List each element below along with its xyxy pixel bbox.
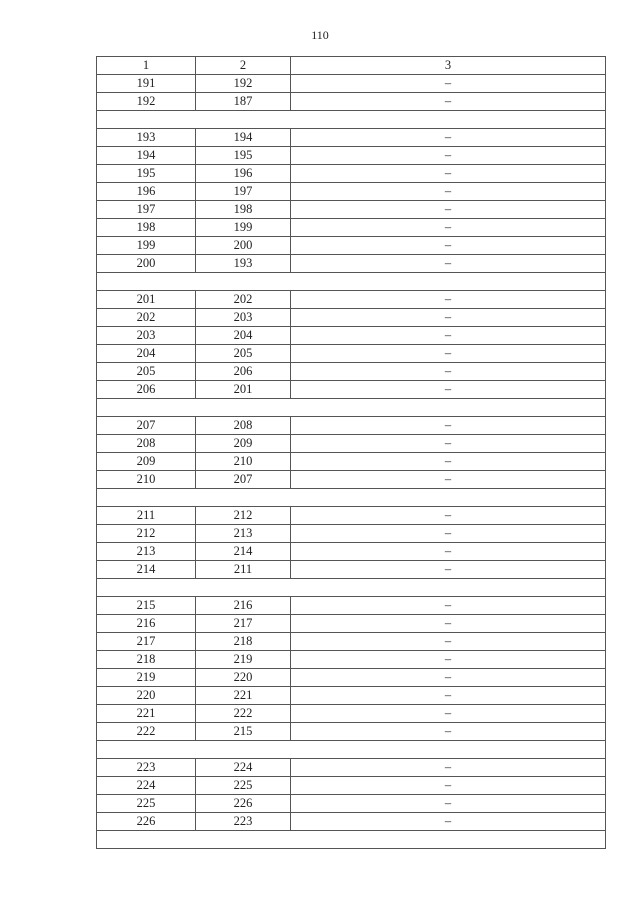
table-cell-c3: – <box>291 453 606 471</box>
table-cell-c3: – <box>291 435 606 453</box>
table-cell-c2: 212 <box>196 507 291 525</box>
table-cell-c1: 223 <box>97 759 196 777</box>
table-gap-row <box>97 831 606 849</box>
table-cell-c1: 204 <box>97 345 196 363</box>
gap-cell <box>97 831 606 849</box>
table-row <box>97 147 606 165</box>
table-gap-row <box>97 111 606 129</box>
table-cell-c2: 199 <box>196 219 291 237</box>
table-row <box>97 543 606 561</box>
table-cell-c3: – <box>291 363 606 381</box>
table-cell-c1: 224 <box>97 777 196 795</box>
table-cell-c1: 194 <box>97 147 196 165</box>
table-cell-c2: 213 <box>196 525 291 543</box>
table-row <box>97 255 606 273</box>
table-cell-c3: – <box>291 417 606 435</box>
gap-cell <box>97 111 606 129</box>
table-cell-c1: 210 <box>97 471 196 489</box>
table-cell-c1: 217 <box>97 633 196 651</box>
table-cell-c1: 202 <box>97 309 196 327</box>
table-cell-c2: 215 <box>196 723 291 741</box>
table-cell-c2: 204 <box>196 327 291 345</box>
table-cell-c1: 207 <box>97 417 196 435</box>
table-cell-c1: 192 <box>97 93 196 111</box>
table-cell-c2: 193 <box>196 255 291 273</box>
table-row <box>97 363 606 381</box>
table-cell-c2: 220 <box>196 669 291 687</box>
table-row <box>97 201 606 219</box>
table-row <box>97 687 606 705</box>
table-cell-c1: 213 <box>97 543 196 561</box>
table-cell-c1: 199 <box>97 237 196 255</box>
table-row <box>97 345 606 363</box>
table-cell-c2: 219 <box>196 651 291 669</box>
table-cell-c3: – <box>291 633 606 651</box>
table-cell-c3: – <box>291 687 606 705</box>
table-row <box>97 795 606 813</box>
table-cell-c1: 196 <box>97 183 196 201</box>
data-table <box>96 56 606 849</box>
column-header-3: 3 <box>291 57 606 75</box>
table-cell-c3: – <box>291 93 606 111</box>
table-cell-c3: – <box>291 75 606 93</box>
gap-cell <box>97 273 606 291</box>
table-cell-c2: 202 <box>196 291 291 309</box>
table-row <box>97 453 606 471</box>
table-cell-c3: – <box>291 201 606 219</box>
table-cell-c3: – <box>291 237 606 255</box>
table-cell-c1: 201 <box>97 291 196 309</box>
table-cell-c2: 210 <box>196 453 291 471</box>
table-cell-c2: 223 <box>196 813 291 831</box>
gap-cell <box>97 579 606 597</box>
table-cell-c1: 195 <box>97 165 196 183</box>
table-row <box>97 93 606 111</box>
table-cell-c3: – <box>291 813 606 831</box>
table-row <box>97 651 606 669</box>
table-row <box>97 669 606 687</box>
gap-cell <box>97 489 606 507</box>
table-cell-c1: 216 <box>97 615 196 633</box>
table-cell-c3: – <box>291 255 606 273</box>
table-gap-row <box>97 273 606 291</box>
table-cell-c2: 216 <box>196 597 291 615</box>
table-cell-c1: 209 <box>97 453 196 471</box>
table-cell-c2: 200 <box>196 237 291 255</box>
table-cell-c3: – <box>291 507 606 525</box>
table-cell-c1: 191 <box>97 75 196 93</box>
table-cell-c3: – <box>291 525 606 543</box>
table-cell-c2: 195 <box>196 147 291 165</box>
table-row <box>97 597 606 615</box>
table-cell-c3: – <box>291 471 606 489</box>
table-header-row <box>97 57 606 75</box>
table-cell-c2: 198 <box>196 201 291 219</box>
table-cell-c3: – <box>291 219 606 237</box>
table-row <box>97 381 606 399</box>
table-gap-row <box>97 489 606 507</box>
table-cell-c3: – <box>291 345 606 363</box>
table-row <box>97 417 606 435</box>
gap-cell <box>97 399 606 417</box>
table-cell-c3: – <box>291 165 606 183</box>
table-cell-c1: 219 <box>97 669 196 687</box>
table-cell-c3: – <box>291 615 606 633</box>
table-cell-c1: 220 <box>97 687 196 705</box>
table-row <box>97 633 606 651</box>
table-cell-c3: – <box>291 381 606 399</box>
table-cell-c1: 206 <box>97 381 196 399</box>
table-cell-c3: – <box>291 705 606 723</box>
table-cell-c1: 205 <box>97 363 196 381</box>
table-row <box>97 813 606 831</box>
gap-cell <box>97 741 606 759</box>
table-cell-c3: – <box>291 759 606 777</box>
table-cell-c3: – <box>291 309 606 327</box>
column-header-1: 1 <box>97 57 196 75</box>
table-cell-c1: 215 <box>97 597 196 615</box>
table-cell-c2: 203 <box>196 309 291 327</box>
table-cell-c1: 200 <box>97 255 196 273</box>
table-row <box>97 165 606 183</box>
table-cell-c3: – <box>291 651 606 669</box>
table-row <box>97 327 606 345</box>
table-cell-c1: 222 <box>97 723 196 741</box>
table-cell-c3: – <box>291 183 606 201</box>
table-cell-c3: – <box>291 147 606 165</box>
table-row <box>97 561 606 579</box>
table-cell-c3: – <box>291 777 606 795</box>
table-row <box>97 507 606 525</box>
table-cell-c2: 194 <box>196 129 291 147</box>
table-cell-c2: 205 <box>196 345 291 363</box>
table-cell-c3: – <box>291 561 606 579</box>
table-cell-c2: 209 <box>196 435 291 453</box>
table-cell-c2: 224 <box>196 759 291 777</box>
table-cell-c3: – <box>291 327 606 345</box>
table-cell-c1: 211 <box>97 507 196 525</box>
table-cell-c2: 221 <box>196 687 291 705</box>
table-cell-c3: – <box>291 291 606 309</box>
table-row <box>97 777 606 795</box>
table-cell-c2: 192 <box>196 75 291 93</box>
table-row <box>97 183 606 201</box>
table-gap-row <box>97 399 606 417</box>
table-row <box>97 435 606 453</box>
table-row <box>97 525 606 543</box>
table-cell-c2: 217 <box>196 615 291 633</box>
table-cell-c1: 218 <box>97 651 196 669</box>
table-cell-c2: 196 <box>196 165 291 183</box>
table-cell-c2: 225 <box>196 777 291 795</box>
table-cell-c3: – <box>291 597 606 615</box>
table-cell-c2: 187 <box>196 93 291 111</box>
table-row <box>97 237 606 255</box>
table-cell-c2: 208 <box>196 417 291 435</box>
table-cell-c3: – <box>291 669 606 687</box>
table-cell-c2: 211 <box>196 561 291 579</box>
table-row <box>97 309 606 327</box>
table-cell-c3: – <box>291 723 606 741</box>
table-cell-c2: 201 <box>196 381 291 399</box>
table-cell-c1: 225 <box>97 795 196 813</box>
table-cell-c2: 197 <box>196 183 291 201</box>
table-cell-c2: 226 <box>196 795 291 813</box>
table-cell-c1: 212 <box>97 525 196 543</box>
table-cell-c3: – <box>291 543 606 561</box>
column-header-2: 2 <box>196 57 291 75</box>
table-cell-c3: – <box>291 129 606 147</box>
table-row <box>97 615 606 633</box>
table-gap-row <box>97 579 606 597</box>
table-cell-c1: 214 <box>97 561 196 579</box>
table-row <box>97 129 606 147</box>
table-gap-row <box>97 741 606 759</box>
table-body <box>97 75 606 849</box>
table-cell-c3: – <box>291 795 606 813</box>
table-cell-c1: 198 <box>97 219 196 237</box>
table-cell-c2: 222 <box>196 705 291 723</box>
table-cell-c1: 226 <box>97 813 196 831</box>
table-cell-c2: 214 <box>196 543 291 561</box>
table-cell-c2: 206 <box>196 363 291 381</box>
table-row <box>97 471 606 489</box>
table-row <box>97 759 606 777</box>
table-cell-c1: 208 <box>97 435 196 453</box>
page-number: 110 <box>311 28 329 42</box>
table-row <box>97 219 606 237</box>
table-cell-c1: 193 <box>97 129 196 147</box>
table-cell-c2: 207 <box>196 471 291 489</box>
table-cell-c2: 218 <box>196 633 291 651</box>
table-row <box>97 291 606 309</box>
table-row <box>97 723 606 741</box>
table-row <box>97 75 606 93</box>
table-cell-c1: 197 <box>97 201 196 219</box>
table-cell-c1: 203 <box>97 327 196 345</box>
table-row <box>97 705 606 723</box>
table-cell-c1: 221 <box>97 705 196 723</box>
